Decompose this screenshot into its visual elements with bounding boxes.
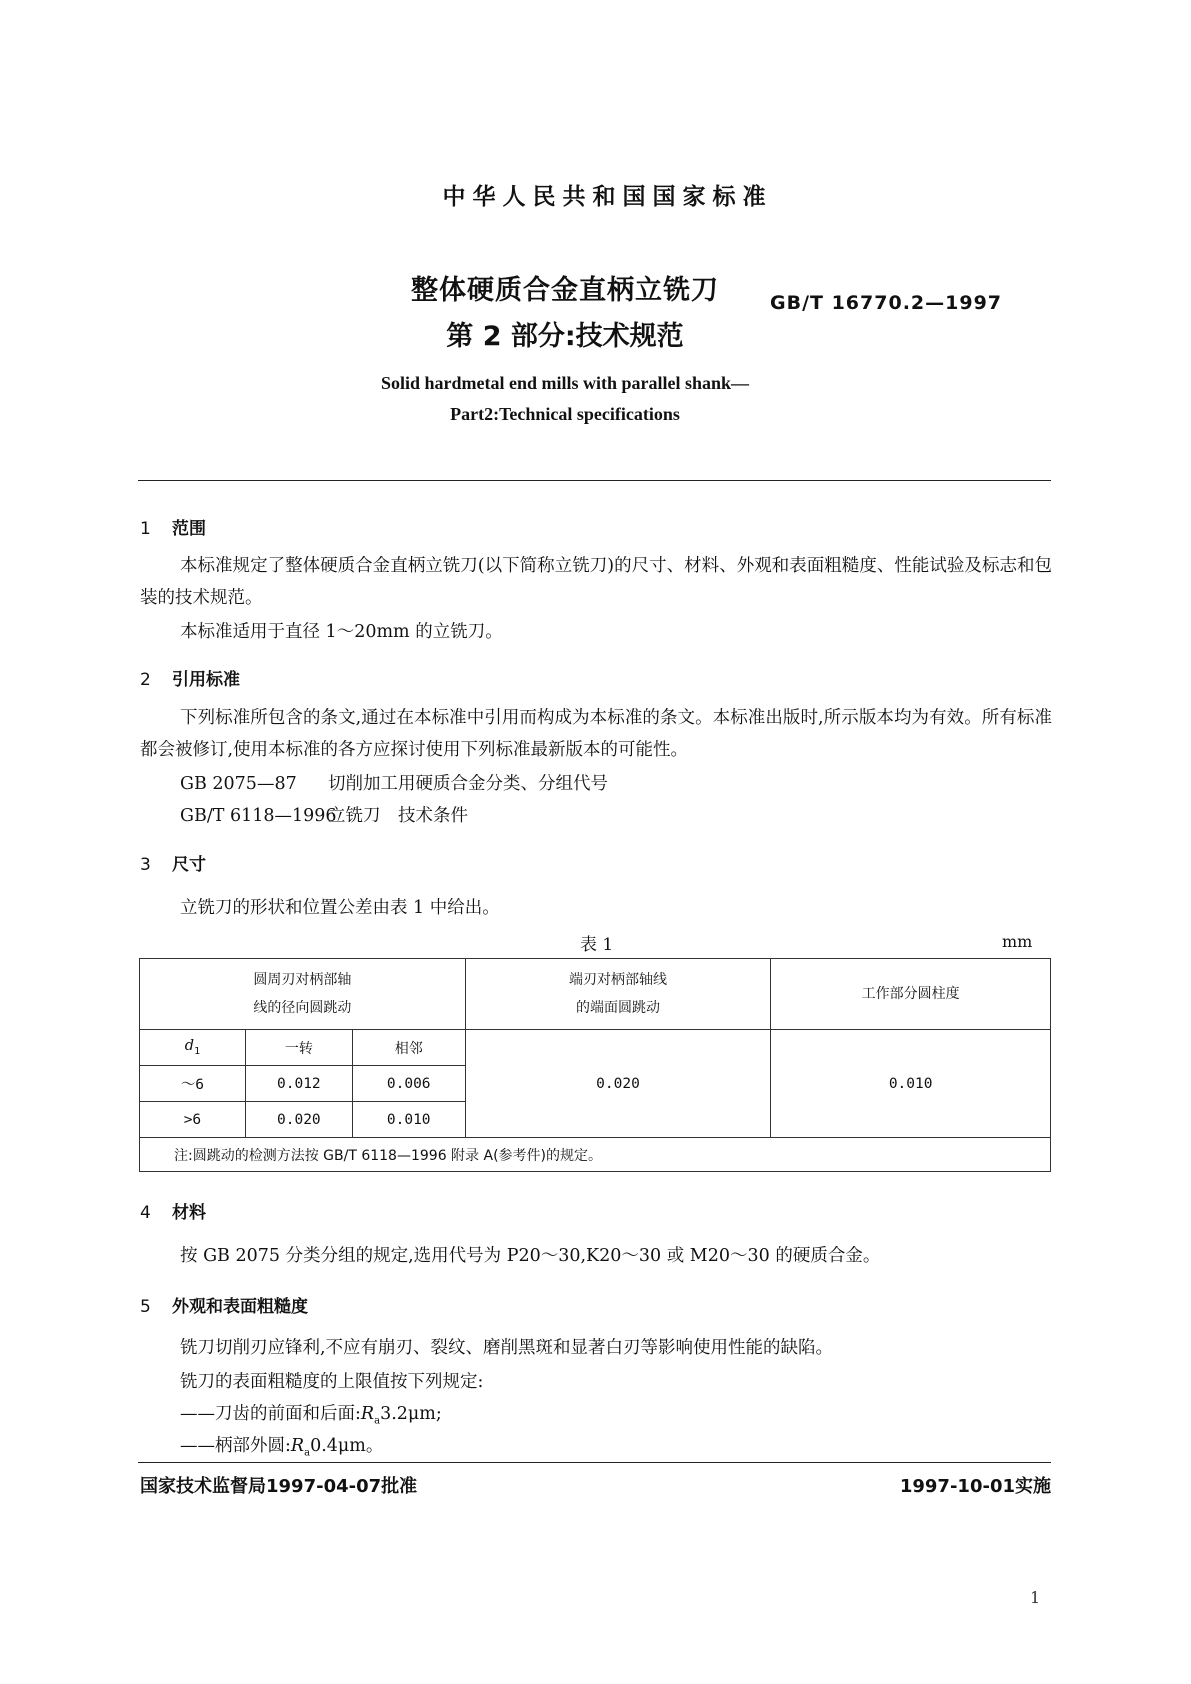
section-1-heading — [140, 514, 206, 539]
header-radial-line2: 线的径向圆跳动 — [253, 1000, 352, 1016]
section-number: 4 — [140, 1203, 151, 1223]
reference-title: 切削加工用硬质合金分类、分组代号 — [328, 774, 608, 794]
ra-symbol: R — [290, 1436, 305, 1456]
implementation-date: 1997-10-01实施 — [899, 1476, 1051, 1497]
title-zh-line1: 整体硬质合金直柄立铣刀 — [411, 275, 719, 306]
d-index: 1 — [194, 1045, 201, 1057]
item-prefix: ——刀齿的前面和后面: — [180, 1404, 361, 1424]
roughness-item-2 — [180, 1432, 383, 1459]
header-axial-runout — [465, 959, 771, 1030]
footer-divider — [138, 1462, 1051, 1463]
header-radial-runout — [140, 959, 466, 1030]
section-number: 5 — [140, 1297, 151, 1317]
reference-1 — [180, 770, 608, 795]
row-1-one-turn: 0.012 — [245, 1066, 352, 1102]
row-2-adjacent: 0.010 — [352, 1102, 465, 1138]
row-2-d: >6 — [140, 1102, 246, 1138]
section-4-paragraph-1: 按 GB 2075 分类分组的规定,选用代号为 P20～30,K20～30 或 M20～30 的硬质合金。 — [180, 1246, 881, 1266]
page-number: 1 — [1030, 1588, 1041, 1607]
section-5-heading — [140, 1292, 308, 1317]
reference-title: 立铣刀 技术条件 — [328, 806, 468, 826]
reference-code: GB/T 6118—1996 — [180, 806, 337, 826]
ra-symbol: R — [360, 1404, 375, 1424]
table-caption: 表 1 — [580, 935, 614, 955]
section-1-paragraph-1: 本标准规定了整体硬质合金直柄立铣刀(以下简称立铣刀)的尺寸、材料、外观和表面粗糙度、性能试验及标志和包装的技术规范。 — [140, 556, 1052, 608]
ra-subscript: a — [304, 1447, 311, 1459]
row-1-d: ～6 — [140, 1066, 246, 1102]
section-title: 尺寸 — [172, 855, 206, 875]
header-divider — [138, 480, 1051, 481]
tolerance-table — [139, 958, 1051, 1172]
axial-runout-value: 0.020 — [465, 1030, 771, 1138]
section-3-heading — [140, 850, 206, 875]
table-note: 注:圆跳动的检测方法按 GB/T 6118—1996 附录 A(参考件)的规定。 — [140, 1138, 1051, 1172]
row-2-one-turn: 0.020 — [245, 1102, 352, 1138]
section-2-heading — [140, 665, 240, 690]
table-unit: mm — [1002, 932, 1033, 951]
subheader-adjacent: 相邻 — [352, 1030, 465, 1066]
title-en-line2: Part2:Technical specifications — [450, 404, 680, 424]
ra-subscript: a — [374, 1415, 381, 1427]
d-symbol: d — [184, 1038, 195, 1055]
section-1-paragraph-2: 本标准适用于直径 1～20mm 的立铣刀。 — [180, 622, 503, 642]
section-4-heading — [140, 1198, 206, 1223]
cylindricity-value: 0.010 — [771, 1030, 1051, 1138]
item-value: 3.2μm; — [380, 1404, 442, 1424]
title-zh-line2: 第 2 部分:技术规范 — [446, 321, 684, 352]
section-5-paragraph-2: 铣刀的表面粗糙度的上限值按下列规定: — [180, 1372, 484, 1392]
header-cylindricity: 工作部分圆柱度 — [771, 959, 1051, 1030]
section-title: 引用标准 — [172, 670, 240, 690]
standard-number: GB/T 16770.2—1997 — [770, 292, 1003, 314]
header-axial-line2: 的端面圆跳动 — [575, 1000, 660, 1016]
header-radial-line1: 圆周刃对柄部轴 — [253, 972, 352, 988]
subheader-one-turn: 一转 — [245, 1030, 352, 1066]
reference-2 — [180, 802, 468, 827]
item-prefix: ——柄部外圆: — [180, 1436, 291, 1456]
section-2-paragraph-1: 下列标准所包含的条文,通过在本标准中引用而构成为本标准的条文。本标准出版时,所示版本均为有效。所有标准都会被修订,使用本标准的各方应探讨使用下列标准最新版本的可能性。 — [140, 708, 1052, 760]
title-en-line1: Solid hardmetal end mills with parallel shank— — [380, 373, 750, 393]
roughness-item-1 — [180, 1400, 442, 1427]
approval-date: 国家技术监督局1997-04-07批准 — [140, 1476, 418, 1497]
section-number: 1 — [140, 519, 151, 539]
section-3-paragraph-1: 立铣刀的形状和位置公差由表 1 中给出。 — [180, 898, 500, 918]
header-axial-line1: 端刃对柄部轴线 — [568, 972, 667, 988]
section-number: 3 — [140, 855, 151, 875]
item-value: 0.4μm。 — [310, 1436, 384, 1456]
section-title: 外观和表面粗糙度 — [172, 1297, 308, 1317]
section-title: 范围 — [172, 519, 206, 539]
row-1-adjacent: 0.006 — [352, 1066, 465, 1102]
subheader-d — [140, 1030, 246, 1066]
section-title: 材料 — [172, 1203, 206, 1223]
national-standard-heading: 中华人民共和国国家标准 — [442, 184, 773, 210]
section-number: 2 — [140, 670, 151, 690]
section-5-paragraph-1: 铣刀切削刃应锋利,不应有崩刃、裂纹、磨削黑斑和显著白刃等影响使用性能的缺陷。 — [180, 1338, 834, 1358]
reference-code: GB 2075—87 — [180, 774, 297, 794]
